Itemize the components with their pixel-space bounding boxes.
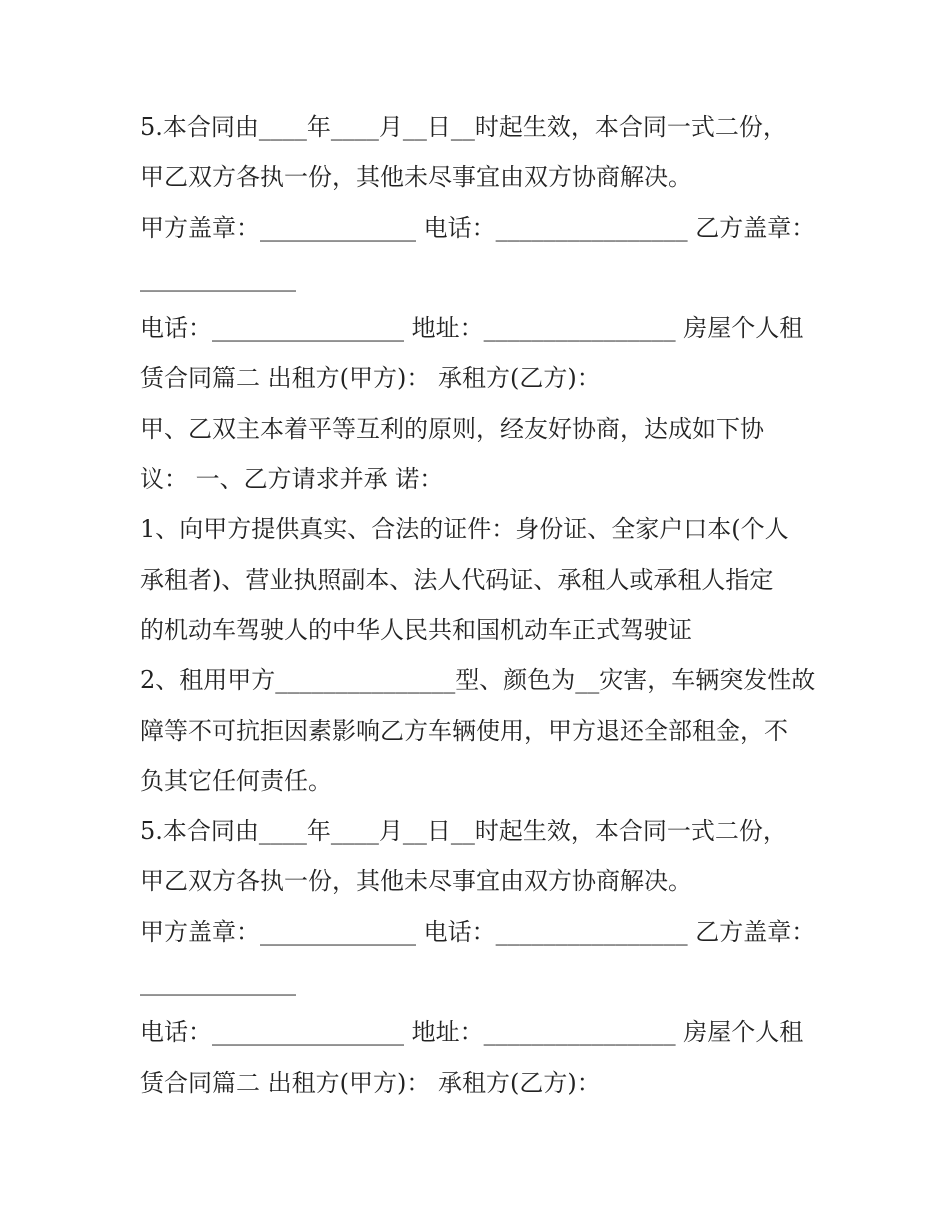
text-line: 1、向甲方提供真实、合法的证件：身份证、全家户口本(个人 [140, 515, 789, 544]
text-line: 甲方盖章：_____________ 电话：________________ 乙方盖章： [140, 213, 816, 242]
text-line: 甲、乙双主本着平等互利的原则，经友好协商，达成如下协 [140, 414, 764, 443]
text-line: _____________ [140, 968, 296, 997]
text-line: 甲方盖章：_____________ 电话：________________ 乙方盖章： [140, 917, 816, 946]
text-line: 的机动车驾驶人的中华人民共和国机动车正式驾驶证 [140, 615, 692, 644]
text-line: 5.本合同由____年____月__日__时起生效，本合同一式二份， [140, 817, 787, 846]
text-line: 障等不可抗拒因素影响乙方车辆使用，甲方退还全部租金，不 [140, 716, 788, 745]
text-line: 2、租用甲方_______________型、颜色为__灾害，车辆突发性故 [140, 666, 816, 695]
text-line: _____________ [140, 263, 296, 292]
text-line: 甲乙双方各执一份，其他未尽事宜由双方协商解决。 [140, 163, 692, 192]
text-line: 赁合同篇二 出租方(甲方)： 承租方(乙方)： [140, 364, 601, 393]
text-line: 5.本合同由____年____月__日__时起生效，本合同一式二份， [140, 113, 787, 141]
text-line: 负其它任何责任。 [140, 766, 332, 795]
text-line: 赁合同篇二 出租方(甲方)： 承租方(乙方)： [140, 1068, 601, 1097]
text-line: 议： 一、乙方请求并承 诺： [140, 465, 444, 494]
document-page [140, 102, 820, 1108]
text-line: 甲乙双方各执一份，其他未尽事宜由双方协商解决。 [140, 867, 692, 896]
text-line: 电话：________________ 地址：________________ 房屋个人租 [140, 1018, 804, 1047]
text-line: 电话：________________ 地址：________________ 房屋个人租 [140, 314, 804, 343]
text-line: 承租者)、营业执照副本、法人代码证、承租人或承租人指定 [140, 565, 774, 594]
